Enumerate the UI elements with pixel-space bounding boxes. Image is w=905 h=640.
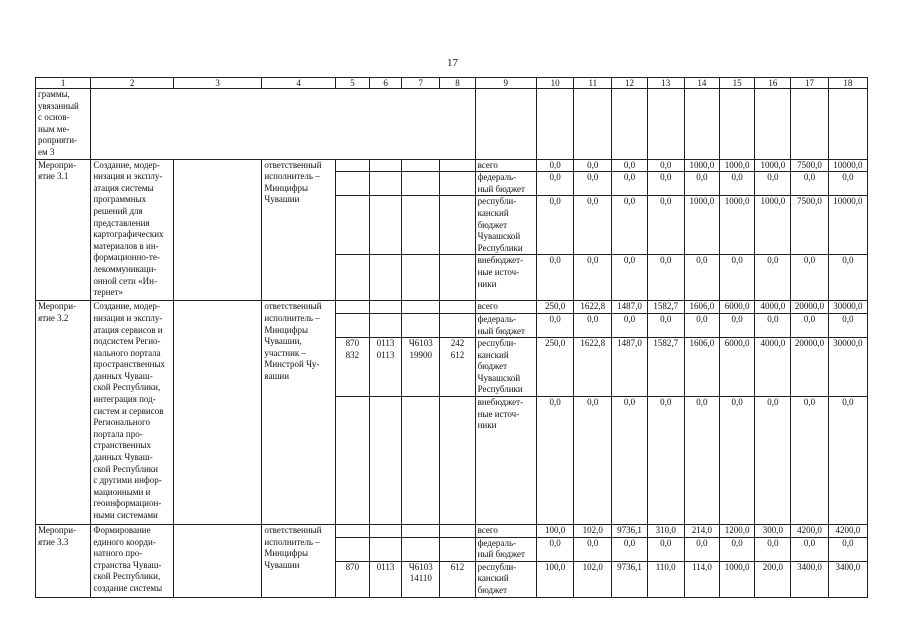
measure-name: Меропри- ятие 3.3: [36, 525, 91, 598]
measure-description: Создание, модер- низация и эксплу- атация системы программных решений для представления картографических материалов в ин- формационно-те- лекоммуникаци- онной сети «Ин- тернет»: [91, 159, 173, 301]
value-cell: 0,0: [612, 313, 647, 337]
empty-cell: [440, 537, 475, 561]
value-cell: 0,0: [755, 172, 791, 196]
page-number: 17: [447, 57, 458, 69]
value-cell: 110,0: [647, 561, 684, 597]
value-cell: 0,0: [647, 313, 684, 337]
empty-cell: [335, 172, 369, 196]
value-cell: 0,0: [612, 159, 647, 172]
col-header: 15: [720, 78, 755, 89]
value-cell: 1622,8: [574, 301, 612, 314]
col-header: 5: [335, 78, 369, 89]
value-cell: 102,0: [574, 561, 612, 597]
col-header: 1: [36, 78, 91, 89]
value-cell: 10000,0: [828, 196, 867, 255]
value-cell: 1000,0: [720, 159, 755, 172]
empty-cell: [402, 525, 440, 538]
value-cell: 0,0: [720, 172, 755, 196]
value-cell: 250,0: [536, 301, 573, 314]
value-cell: 3400,0: [828, 561, 867, 597]
empty-cell: [755, 89, 791, 160]
empty-cell: [173, 301, 262, 525]
empty-cell: [440, 159, 475, 172]
col-header: 3: [173, 78, 262, 89]
funding-source: всего: [475, 525, 536, 538]
value-cell: 30000,0: [828, 338, 867, 397]
value-cell: 0,0: [755, 255, 791, 301]
value-cell: 0,0: [755, 313, 791, 337]
value-cell: 1000,0: [755, 196, 791, 255]
value-cell: 0,0: [574, 397, 612, 525]
value-cell: 0,0: [828, 172, 867, 196]
funding-source: федераль- ный бюджет: [475, 537, 536, 561]
value-cell: 7500,0: [791, 159, 828, 172]
empty-cell: [828, 89, 867, 160]
value-cell: 0,0: [647, 196, 684, 255]
value-cell: 4200,0: [828, 525, 867, 538]
funding-source: федераль- ный бюджет: [475, 313, 536, 337]
value-cell: 0,0: [574, 255, 612, 301]
value-cell: 250,0: [536, 338, 573, 397]
value-cell: 0,0: [791, 172, 828, 196]
expense-code: 242 612: [440, 338, 475, 397]
empty-cell: [335, 397, 369, 525]
value-cell: 0,0: [828, 537, 867, 561]
value-cell: 0,0: [684, 397, 719, 525]
value-cell: 0,0: [536, 196, 573, 255]
empty-cell: [91, 89, 475, 160]
col-header: 17: [791, 78, 828, 89]
value-cell: 4200,0: [791, 525, 828, 538]
empty-cell: [440, 196, 475, 255]
value-cell: 0,0: [536, 313, 573, 337]
empty-cell: [369, 255, 401, 301]
value-cell: 0,0: [612, 196, 647, 255]
value-cell: 200,0: [755, 561, 791, 597]
value-cell: 0,0: [647, 397, 684, 525]
empty-cell: [475, 89, 536, 160]
value-cell: 0,0: [647, 255, 684, 301]
empty-cell: [440, 301, 475, 314]
section-code: 0113 0113: [369, 338, 401, 397]
value-cell: 0,0: [612, 255, 647, 301]
empty-cell: [536, 89, 573, 160]
empty-cell: [440, 313, 475, 337]
empty-cell: [369, 196, 401, 255]
col-header: 12: [612, 78, 647, 89]
funding-source: республи- канский бюджет Чувашской Республики: [475, 338, 536, 397]
empty-cell: [402, 196, 440, 255]
value-cell: 1487,0: [612, 338, 647, 397]
empty-cell: [369, 172, 401, 196]
value-cell: 30000,0: [828, 301, 867, 314]
empty-cell: [402, 301, 440, 314]
table-row: [36, 301, 868, 314]
value-cell: 0,0: [574, 537, 612, 561]
empty-cell: [402, 172, 440, 196]
value-cell: 300,0: [755, 525, 791, 538]
value-cell: 0,0: [684, 537, 719, 561]
empty-cell: [440, 397, 475, 525]
value-cell: 1000,0: [720, 561, 755, 597]
value-cell: 0,0: [612, 172, 647, 196]
empty-cell: [369, 313, 401, 337]
table-row: [36, 159, 868, 172]
funding-source: внебюджет- ные источ- ники: [475, 255, 536, 301]
empty-cell: [173, 159, 262, 301]
value-cell: 0,0: [791, 537, 828, 561]
value-cell: 0,0: [536, 397, 573, 525]
value-cell: 7500,0: [791, 196, 828, 255]
value-cell: 1606,0: [684, 338, 719, 397]
empty-cell: [335, 301, 369, 314]
empty-cell: [173, 525, 262, 598]
value-cell: 0,0: [647, 159, 684, 172]
value-cell: 3400,0: [791, 561, 828, 597]
value-cell: 214,0: [684, 525, 719, 538]
col-header: 11: [574, 78, 612, 89]
value-cell: 1000,0: [684, 159, 719, 172]
value-cell: 0,0: [647, 537, 684, 561]
value-cell: 1000,0: [755, 159, 791, 172]
empty-cell: [335, 159, 369, 172]
empty-cell: [335, 196, 369, 255]
empty-cell: [335, 537, 369, 561]
value-cell: 0,0: [574, 196, 612, 255]
col-header: 16: [755, 78, 791, 89]
target-code: Ч6103 14110: [402, 561, 440, 597]
value-cell: 0,0: [536, 255, 573, 301]
value-cell: 9736,1: [612, 525, 647, 538]
value-cell: 102,0: [574, 525, 612, 538]
empty-cell: [369, 301, 401, 314]
target-code: Ч6103 19900: [402, 338, 440, 397]
empty-cell: [335, 255, 369, 301]
measure-description: Создание, модер- низация и эксплу- атация сервисов и подсистем Регио- нального портала пространственных данных Чуваш- ской Республики, интеграция под- систем и сервисов Регионального портала про- странственных данных Чуваш- ской Республики с другими инфор- мационными и геоинформацион- ными системами: [91, 301, 173, 525]
empty-cell: [440, 172, 475, 196]
funding-source: всего: [475, 159, 536, 172]
value-cell: 1487,0: [612, 301, 647, 314]
value-cell: 0,0: [574, 313, 612, 337]
value-cell: 0,0: [684, 255, 719, 301]
value-cell: 10000,0: [828, 159, 867, 172]
executor: ответственный исполнитель – Минцифры Чувашии, участник – Минстрой Чу- вашии: [262, 301, 335, 525]
value-cell: 0,0: [536, 159, 573, 172]
value-cell: 1000,0: [720, 196, 755, 255]
value-cell: 0,0: [720, 537, 755, 561]
measure-name: Меропри- ятие 3.2: [36, 301, 91, 525]
col-header: 18: [828, 78, 867, 89]
col-header: 8: [440, 78, 475, 89]
funding-source: всего: [475, 301, 536, 314]
value-cell: 0,0: [536, 172, 573, 196]
value-cell: 0,0: [755, 537, 791, 561]
value-cell: 0,0: [791, 255, 828, 301]
value-cell: 6000,0: [720, 338, 755, 397]
value-cell: 0,0: [612, 397, 647, 525]
value-cell: 0,0: [647, 172, 684, 196]
value-cell: 0,0: [720, 255, 755, 301]
ministry-code: 870 832: [335, 338, 369, 397]
value-cell: 20000,0: [791, 338, 828, 397]
value-cell: 1622,8: [574, 338, 612, 397]
value-cell: 0,0: [684, 172, 719, 196]
empty-cell: [684, 89, 719, 160]
empty-cell: [402, 397, 440, 525]
section-code: 0113: [369, 561, 401, 597]
col-header: 9: [475, 78, 536, 89]
value-cell: 9736,1: [612, 561, 647, 597]
empty-cell: [440, 525, 475, 538]
funding-source: республи- канский бюджет: [475, 561, 536, 597]
value-cell: 310,0: [647, 525, 684, 538]
funding-source: республи- канский бюджет Чувашской Республики: [475, 196, 536, 255]
empty-cell: [369, 159, 401, 172]
funding-source: федераль- ный бюджет: [475, 172, 536, 196]
value-cell: 100,0: [536, 561, 573, 597]
col-header: 4: [262, 78, 335, 89]
value-cell: 0,0: [574, 172, 612, 196]
value-cell: 0,0: [828, 255, 867, 301]
empty-cell: [574, 89, 612, 160]
empty-cell: [402, 313, 440, 337]
expense-code: 612: [440, 561, 475, 597]
value-cell: 0,0: [828, 397, 867, 525]
value-cell: 1582,7: [647, 301, 684, 314]
col-header: 14: [684, 78, 719, 89]
col-header: 10: [536, 78, 573, 89]
measure-description: Формирование единого коорди- натного про- странства Чуваш- ской Республики, создание системы: [91, 525, 173, 598]
value-cell: 1000,0: [684, 196, 719, 255]
value-cell: 100,0: [536, 525, 573, 538]
table-row: [36, 525, 868, 538]
executor: ответственный исполнитель – Минцифры Чувашии: [262, 159, 335, 301]
empty-cell: [720, 89, 755, 160]
column-number-row: [36, 78, 868, 89]
value-cell: 0,0: [612, 537, 647, 561]
col-header: 7: [402, 78, 440, 89]
empty-cell: [335, 313, 369, 337]
value-cell: 0,0: [791, 397, 828, 525]
col-header: 6: [369, 78, 401, 89]
col-header: 13: [647, 78, 684, 89]
value-cell: 0,0: [684, 313, 719, 337]
empty-cell: [440, 255, 475, 301]
empty-cell: [612, 89, 647, 160]
empty-cell: [369, 525, 401, 538]
continuation-row: [36, 89, 868, 160]
value-cell: 4000,0: [755, 338, 791, 397]
col-header: 2: [91, 78, 173, 89]
program-continuation: граммы, увязанный с основ- ным ме- роприяти- ем 3: [36, 89, 91, 160]
ministry-code: 870: [335, 561, 369, 597]
empty-cell: [402, 537, 440, 561]
value-cell: 0,0: [720, 313, 755, 337]
measure-name: Меропри- ятие 3.1: [36, 159, 91, 301]
value-cell: 0,0: [536, 537, 573, 561]
value-cell: 0,0: [720, 397, 755, 525]
empty-cell: [647, 89, 684, 160]
value-cell: 0,0: [828, 313, 867, 337]
value-cell: 114,0: [684, 561, 719, 597]
funding-source: внебюджет- ные источ- ники: [475, 397, 536, 525]
value-cell: 1582,7: [647, 338, 684, 397]
empty-cell: [369, 397, 401, 525]
value-cell: 4000,0: [755, 301, 791, 314]
empty-cell: [791, 89, 828, 160]
value-cell: 1200,0: [720, 525, 755, 538]
empty-cell: [402, 159, 440, 172]
value-cell: 0,0: [755, 397, 791, 525]
value-cell: 0,0: [574, 159, 612, 172]
budget-table: [35, 77, 868, 598]
empty-cell: [335, 525, 369, 538]
value-cell: 0,0: [791, 313, 828, 337]
executor: ответственный исполнитель – Минцифры Чувашии: [262, 525, 335, 598]
empty-cell: [402, 255, 440, 301]
empty-cell: [369, 537, 401, 561]
value-cell: 1606,0: [684, 301, 719, 314]
value-cell: 20000,0: [791, 301, 828, 314]
value-cell: 6000,0: [720, 301, 755, 314]
